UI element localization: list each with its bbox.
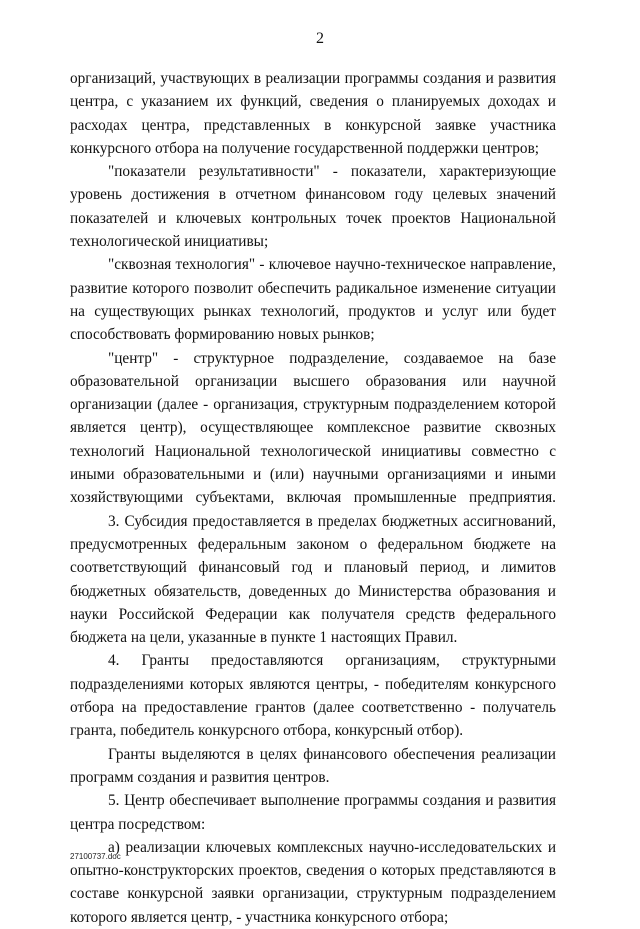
text-line: организаций, участвующих в реализации программы создания и развития [70,70,556,87]
text-line: образовательной организации высшего образования или научной [70,372,556,390]
text-line: "сквозная технология" - ключевое научно-техническое направление, [108,256,556,274]
text-line: отбора на предоставление грантов (далее соответственно - получатель [70,699,556,717]
document-footer-filename: 27100737.doc [70,852,121,861]
text-line: программ создания и развития центров. [70,768,330,786]
text-line: составе конкурсной заявки организации, структурным подразделением [70,885,556,903]
text-line: организации (далее - организация, структурным подразделением которой [70,396,556,414]
text-line: "центр" - структурное подразделение, создаваемое на базе [108,349,556,367]
text-line: "показатели результативности" - показатели, характеризующие [108,163,556,181]
text-line: хозяйствующими субъектами, включая промышленные предприятия. [70,489,556,507]
text-line: которого является центр, - участника конкурсного отбора; [70,908,449,926]
text-line: центра посредством: [70,815,206,833]
text-line: развитие которого позволит обеспечить радикальное изменение ситуации [70,279,556,297]
text-line: бюджетных обязательств, доведенных до Министерства образования и [70,582,556,600]
text-line: показателей и ключевых контрольных точек проектов Национальной [70,209,556,227]
text-line: расходах центра, представленных в конкурсной заявке участника [70,116,556,134]
text-line: 3. Субсидия предоставляется в пределах бюджетных ассигнований, [108,512,556,530]
document-body [70,67,556,929]
text-line: уровень достижения в отчетном финансовом году целевых значений [70,186,556,204]
text-line: способствовать формированию новых рынков; [70,326,375,344]
text-line: предусмотренных федеральным законом о федеральном бюджете на [70,535,556,553]
text-line: 4. Гранты предоставляются организациям, структурными [108,652,556,670]
text-line: иными образовательными и (или) научными организациями и иными [70,466,556,484]
text-line: гранта, победитель конкурсного отбора, конкурсный отбор). [70,722,464,740]
text-line: а) реализации ключевых комплексных научно-исследовательских и [108,838,556,856]
text-line: технологической инициативы; [70,233,269,251]
text-line: бюджета на цели, указанные в пункте 1 настоящих Правил. [70,629,458,647]
text-line: центра, с указанием их функций, сведения о планируемых доходах и [70,93,556,111]
text-line: конкурсного отбора на получение государственной поддержки центров; [70,139,540,157]
text-line: является центр), осуществляющее комплексное развитие сквозных [70,419,556,437]
page-number: 2 [316,30,324,47]
text-line: опытно-конструкторских проектов, сведения о которых представляются в [70,862,556,880]
text-line: Гранты выделяются в целях финансового обеспечения реализации [108,745,556,763]
text-line: подразделениями которых являются центры, - победителям конкурсного [70,675,556,693]
text-line: 5. Центр обеспечивает выполнение программы создания и развития [108,792,556,810]
text-line: науки Российской Федерации как получателя средств федерального [70,605,556,623]
text-line: соответствующий финансовый год и плановый период, и лимитов [70,559,556,577]
text-line: технологий Национальной технологической инициативы совместно с [70,442,556,460]
text-line: на существующих рынках технологий, продуктов и услуг или будет [70,302,556,320]
